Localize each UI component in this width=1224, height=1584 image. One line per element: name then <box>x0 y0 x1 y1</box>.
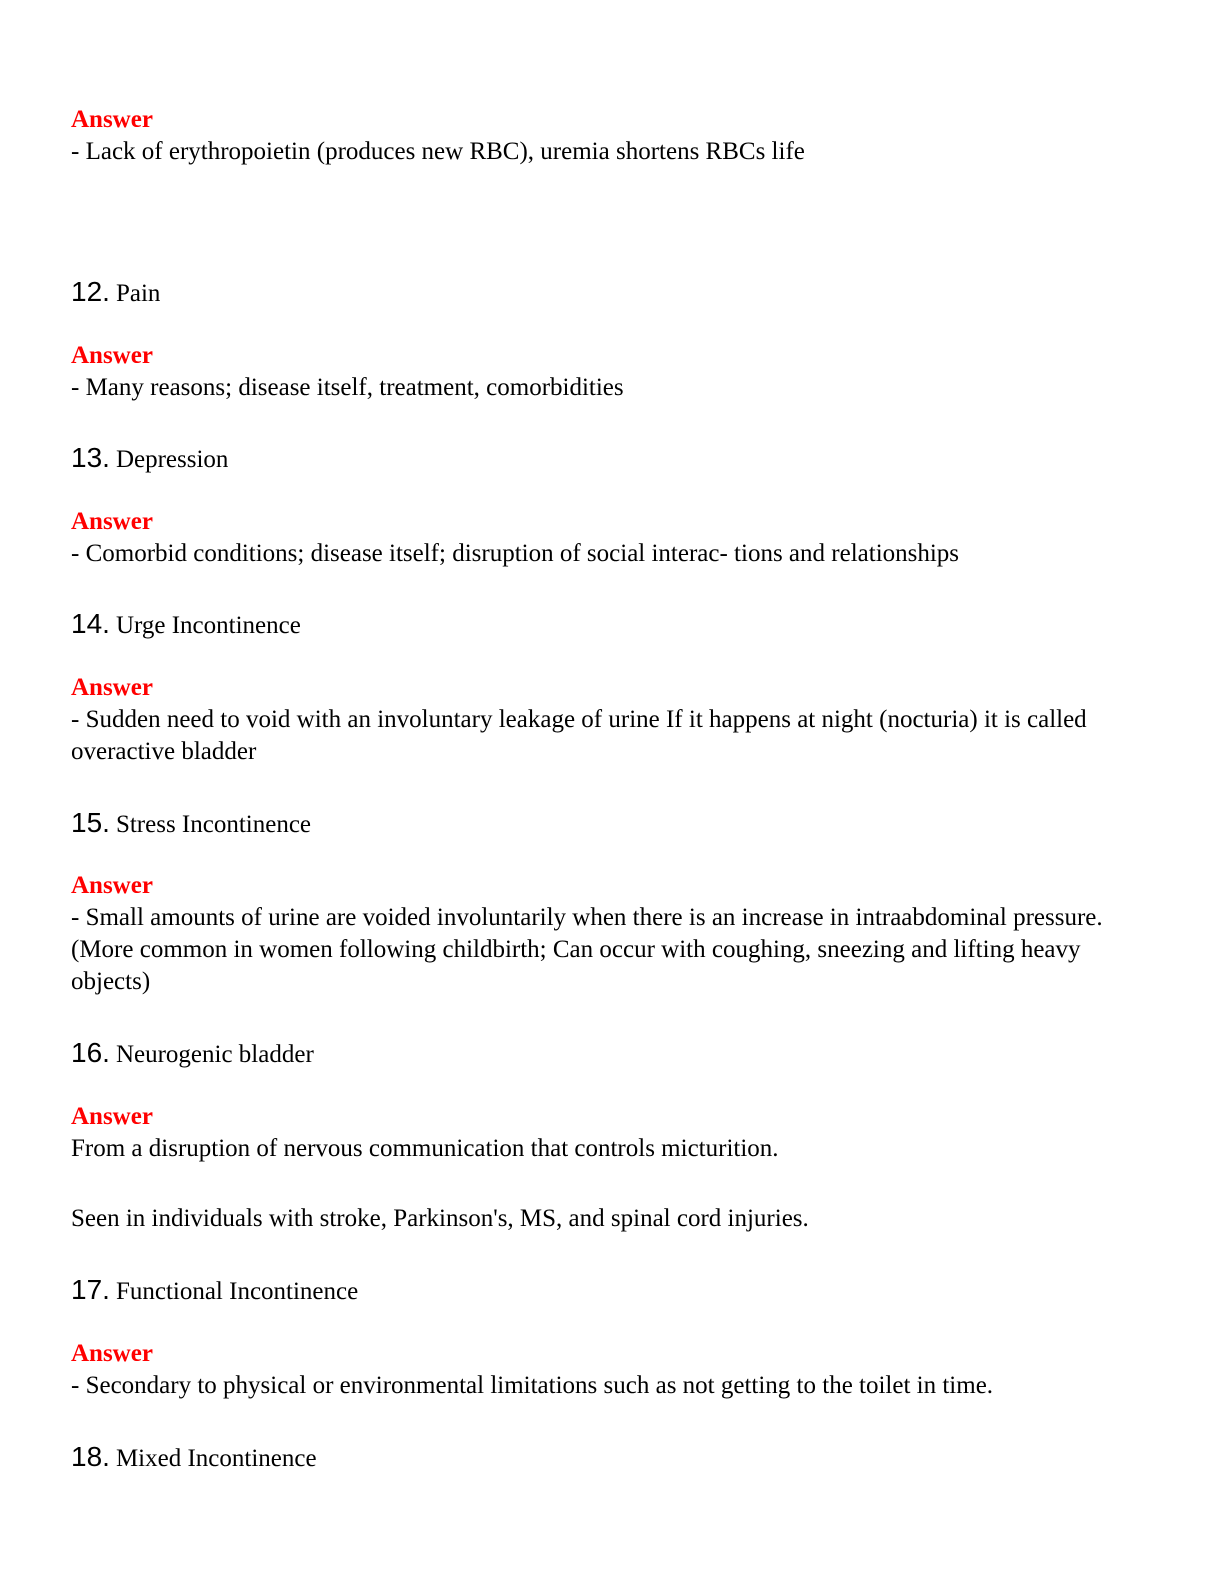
question-number: 17. <box>71 1274 110 1305</box>
question-15 <box>71 806 311 840</box>
question-text: Functional Incontinence <box>115 1278 359 1305</box>
question-text: Depression <box>115 446 229 473</box>
question-number: 16. <box>71 1037 110 1068</box>
answer-text: - Many reasons; disease itself, treatment, comorbidities <box>71 374 624 401</box>
question-text: Mixed Incontinence <box>115 1445 317 1472</box>
question-number: 15. <box>71 807 110 838</box>
question-number: 14. <box>71 608 110 639</box>
question-18 <box>71 1440 317 1474</box>
answer-text: - Secondary to physical or environmental limitations such as not getting to the toilet in time. <box>71 1372 994 1399</box>
answer-label: Answer <box>71 1340 153 1367</box>
answer-label: Answer <box>71 508 153 535</box>
answer-label: Answer <box>71 674 153 701</box>
answer-label: Answer <box>71 106 153 133</box>
question-16 <box>71 1036 314 1070</box>
question-13 <box>71 441 228 475</box>
answer-text: From a disruption of nervous communication that controls micturition. <box>71 1135 779 1162</box>
answer-label: Answer <box>71 1103 153 1130</box>
question-14 <box>71 607 301 641</box>
answer-text: - Comorbid conditions; disease itself; disruption of social interac- tions and relationships <box>71 540 960 567</box>
answer-text: - Sudden need to void with an involuntary leakage of urine If it happens at night (nocturia) it is called overactive bladder <box>71 706 1087 765</box>
answer-text: - Small amounts of urine are voided involuntarily when there is an increase in intraabdominal pressure. (More common in women following childbirth; Can occur with coughing, sneezing and lifting heavy objects) <box>71 904 1103 995</box>
question-text: Urge Incontinence <box>115 612 301 639</box>
question-12 <box>71 275 160 309</box>
question-text: Stress Incontinence <box>115 811 312 838</box>
question-text: Pain <box>115 280 161 307</box>
question-number: 13. <box>71 442 110 473</box>
question-number: 12. <box>71 276 110 307</box>
answer-label: Answer <box>71 872 153 899</box>
answer-label: Answer <box>71 342 153 369</box>
question-number: 18. <box>71 1441 110 1472</box>
answer-text: - Lack of erythropoietin (produces new RBC), uremia shortens RBCs life <box>71 138 805 165</box>
question-text: Neurogenic bladder <box>115 1041 314 1068</box>
answer-text-continued: Seen in individuals with stroke, Parkinson's, MS, and spinal cord injuries. <box>71 1205 809 1232</box>
question-17 <box>71 1273 358 1307</box>
